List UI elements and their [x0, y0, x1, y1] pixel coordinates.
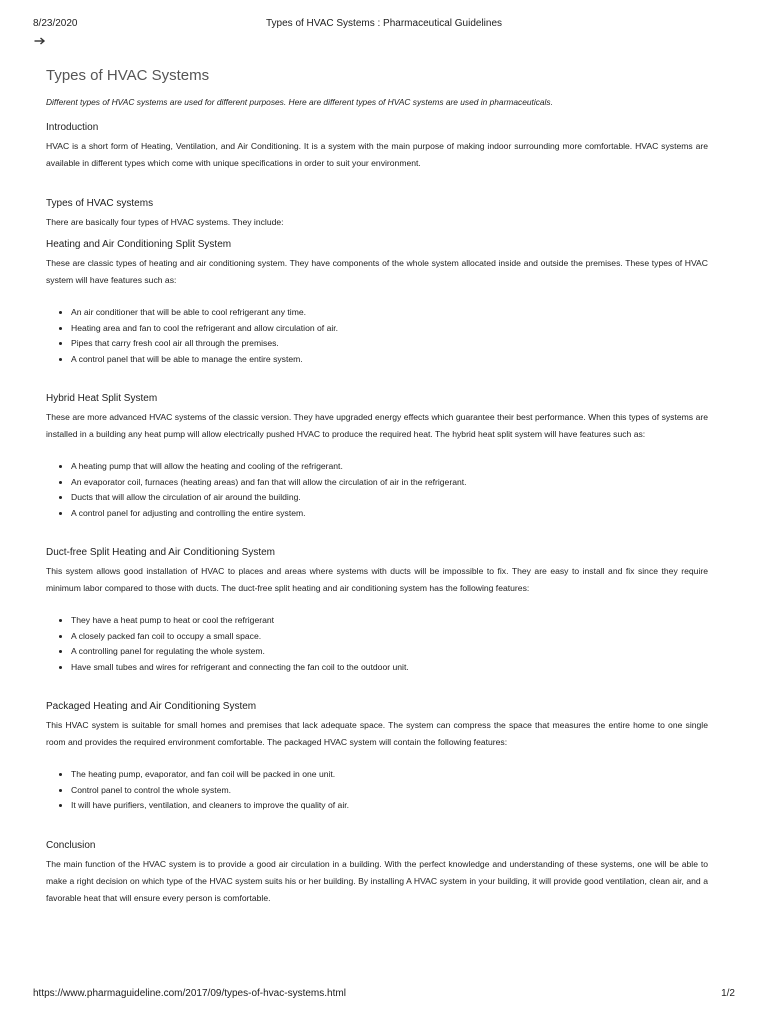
list-item: • The heating pump, evaporator, and fan coil will be packed in one unit. [71, 767, 708, 783]
print-title: Types of HVAC Systems : Pharmaceutical Guidelines [265, 18, 503, 29]
hybrid-heading: Hybrid Heat Split System [46, 393, 158, 404]
packaged-feature-list [46, 767, 708, 814]
introduction-text: HVAC is a short form of Heating, Ventilation, and Air Conditioning. It is a system with the main purpose of making indoor surrounding more comfortable. HVAC systems are available in different types which come with unique specifications in order to suit your environment. [46, 141, 708, 168]
list-item: • Ducts that will allow the circulation of air around the building. [71, 490, 708, 506]
list-item: • Pipes that carry fresh cool air all through the premises. [71, 336, 708, 352]
conclusion-heading: Conclusion [46, 839, 96, 851]
split-text: These are classic types of heating and air conditioning system. They have components of the whole system allocated inside and outside the premises. These types of HVAC system will have features such as: [46, 258, 708, 285]
packaged-text: This HVAC system is suitable for small homes and premises that lack adequate space. The system can compress the space that measures the entire home to one single room and provides the required environment comfortable. The packaged HVAC system will contain the following features: [46, 720, 708, 747]
print-date: 8/23/2020 [33, 18, 78, 29]
article-content [46, 66, 708, 907]
list-item: • An air conditioner that will be able to cool refrigerant any time. [71, 305, 708, 321]
page-title: Types of HVAC Systems [46, 67, 210, 84]
list-item: • A controlling panel for regulating the whole system. [71, 644, 708, 660]
print-footer [33, 988, 735, 1002]
hybrid-feature-list [46, 459, 708, 521]
hybrid-text: These are more advanced HVAC systems of the classic version. They have upgraded energy effects which guarantee their best performance. When this types of systems are installed in a building any heat pump will allow electrically pushed HVAC to produce the required heat. The hybrid heat split system will have features such as: [46, 412, 708, 439]
arrow-right-icon [34, 36, 46, 46]
list-item: • They have a heat pump to heat or cool the refrigerant [71, 613, 708, 629]
list-item: • It will have purifiers, ventilation, and cleaners to improve the quality of air. [71, 798, 708, 814]
split-heading: Heating and Air Conditioning Split System [46, 239, 232, 250]
ductfree-feature-list [46, 613, 708, 675]
split-feature-list [46, 305, 708, 367]
introduction-heading: Introduction [46, 122, 99, 133]
list-item: • A closely packed fan coil to occupy a small space. [71, 629, 708, 645]
list-item: • Control panel to control the whole system. [71, 783, 708, 799]
ductfree-heading: Duct-free Split Heating and Air Conditioning System [46, 547, 276, 558]
list-item: • An evaporator coil, furnaces (heating areas) and fan that will allow the circulation of air in the refrigerant. [71, 475, 708, 491]
list-item: • A control panel for adjusting and controlling the entire system. [71, 506, 708, 522]
list-item: • Have small tubes and wires for refrigerant and connecting the fan coil to the outdoor unit. [71, 660, 708, 676]
page-number: 1/2 [721, 988, 735, 999]
packaged-heading: Packaged Heating and Air Conditioning System [46, 701, 257, 712]
list-item: • Heating area and fan to cool the refrigerant and allow circulation of air. [71, 321, 708, 337]
list-item: • A control panel that will be able to manage the entire system. [71, 352, 708, 368]
page-url: https://www.pharmaguideline.com/2017/09/types-of-hvac-systems.html [33, 988, 346, 999]
conclusion-text: The main function of the HVAC system is to provide a good air circulation in a building. With the perfect knowledge and understanding of these systems, one will be able to make a right decision on which type of the HVAC system suits his or her building. By installing A HVAC system in your building, it will provide good ventilation, clean air, and a favorable heat that will ensure every person is comfortable. [46, 858, 708, 903]
types-text: There are basically four types of HVAC systems. They include: [46, 217, 284, 227]
intro-text: Different types of HVAC systems are used for different purposes. Here are different types of HVAC systems are used in pharmaceuticals. [46, 97, 553, 107]
list-item: • A heating pump that will allow the heating and cooling of the refrigerant. [71, 459, 708, 475]
print-header [33, 18, 735, 32]
types-heading: Types of HVAC systems [46, 198, 154, 209]
ductfree-text: This system allows good installation of HVAC to places and areas where systems with ducts will be impossible to fix. They are easy to install and fix since they require minimum labor compared to those with ducts. The duct-free split heating and air conditioning system has the following features: [46, 566, 708, 593]
